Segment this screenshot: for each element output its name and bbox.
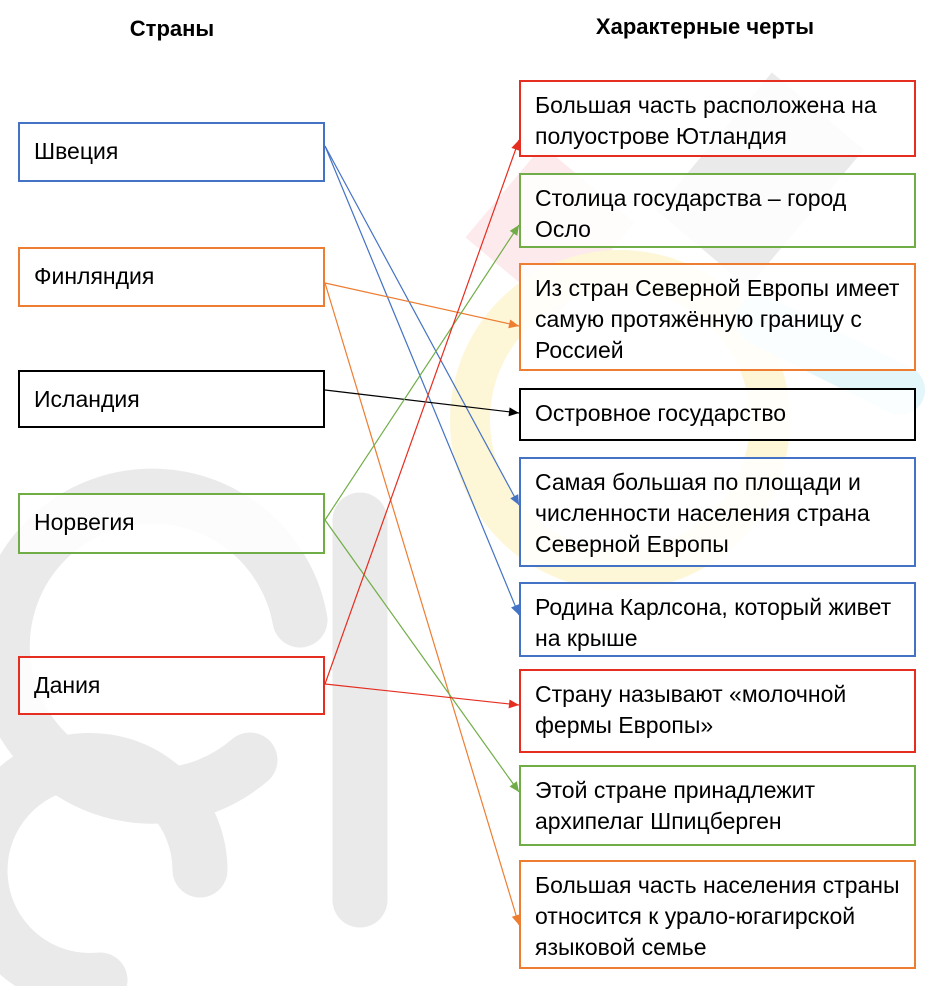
- countries-heading: Страны: [129, 16, 215, 41]
- country-box-sweden: Швеция: [18, 122, 325, 182]
- feature-box-carlson: Родина Карлсона, который живет на крыше: [519, 582, 916, 657]
- feature-box-oslo: Столица государства – город Осло: [519, 173, 916, 248]
- feature-box-island-state: Островное государство: [519, 388, 916, 441]
- country-box-finland: Финляндия: [18, 247, 325, 307]
- country-box-iceland: Исландия: [18, 370, 325, 428]
- feature-box-russia-border: Из стран Северной Европы имеет самую протяжённую границу с Россией: [519, 263, 916, 371]
- feature-box-largest: Самая большая по площади и численности населения страна Северной Европы: [519, 457, 916, 567]
- country-box-denmark: Дания: [18, 656, 325, 715]
- feature-box-dairy-farm: Страну называют «молочной фермы Европы»: [519, 669, 916, 753]
- country-box-norway: Норвегия: [18, 493, 325, 554]
- feature-box-jutland: Большая часть расположена на полуострове Ютландия: [519, 80, 916, 157]
- feature-box-spitsbergen: Этой стране принадлежит архипелаг Шпицберген: [519, 765, 916, 846]
- features-heading: Характерные черты: [595, 14, 815, 39]
- feature-box-uralic: Большая часть населения страны относится к урало-югагирской языковой семье: [519, 860, 916, 969]
